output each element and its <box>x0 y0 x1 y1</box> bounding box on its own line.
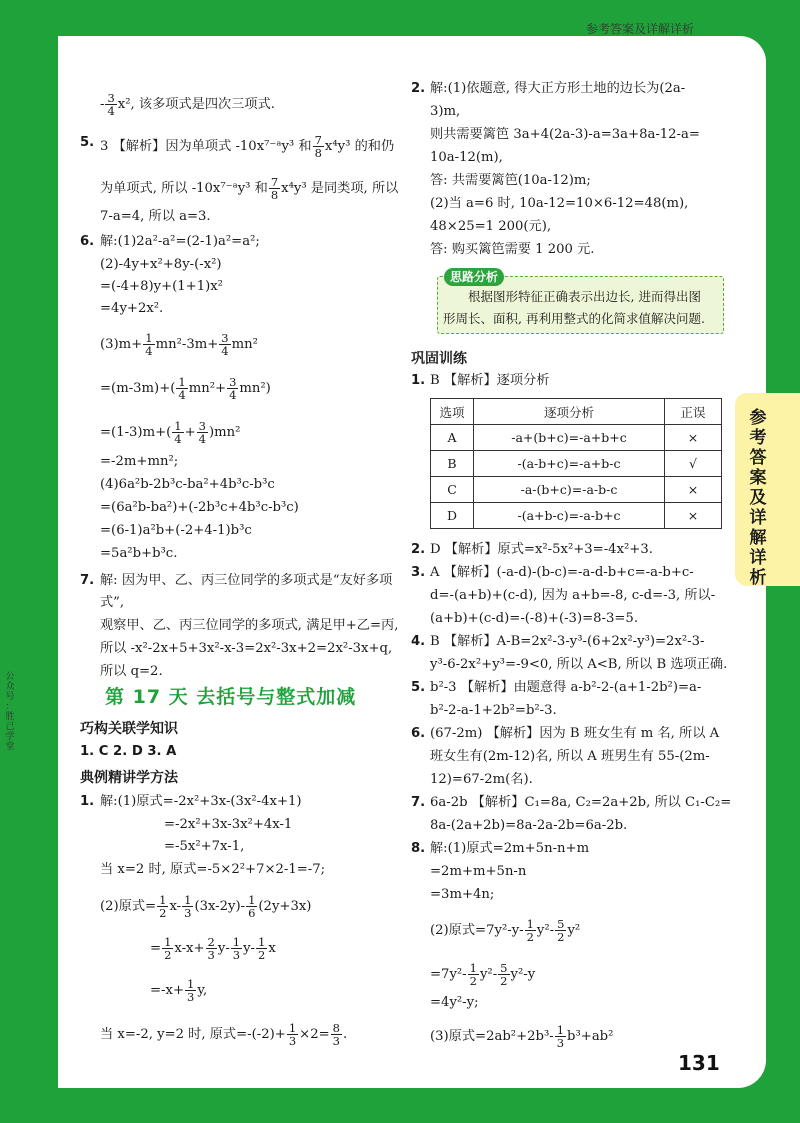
q6-line10: =(6a²b-ba²)+(-2b³c+4b³c-b³c) <box>100 500 299 515</box>
c1-line: B 【解析】逐项分析 <box>430 373 550 388</box>
table-cell: × <box>665 503 722 529</box>
side-tab-label: 参 考 答 案 及 详 解 详 析 <box>749 408 767 588</box>
q7-line3: 观察甲、乙、丙三位同学的多项式, 满足甲+乙=丙, <box>100 618 399 633</box>
q5-line1: 3 【解析】因为单项式 -10x⁷⁻ᵃy³ 和 $\frac{7}{8}$ x⁴y³ 的和仍 <box>100 133 395 160</box>
q2-line6: (2)当 a=6 时, 10a-12=10×6-12=48(m), <box>430 196 689 211</box>
c5-line1: b²-3 【解析】由题意得 a-b²-2-(a+1-2b²)=a- <box>430 680 702 695</box>
c8-line1: 解:(1)原式=2m+5n-n+m <box>430 841 590 856</box>
c8-line2: =2m+m+5n-n <box>430 864 527 879</box>
c5-line2: b²-2-a-1+2b²=b²-3. <box>430 703 557 718</box>
analysis-table <box>430 398 722 529</box>
running-header: 参考答案及详解详析 <box>586 22 695 36</box>
section-answers: 1. C 2. D 3. A <box>80 744 177 759</box>
line-0: - $\frac{3}{4}$ x², 该多项式是四次三项式. <box>100 91 275 118</box>
q6-line4: =4y+2x². <box>100 301 164 316</box>
q7-line2: 式”, <box>100 595 125 610</box>
e1-line1: 解:(1)原式=-2x²+3x-(3x²-4x+1) <box>100 794 302 809</box>
q6-number: 6. <box>80 234 95 249</box>
c6-line2: 班女生有(2m-12)名, 所以 A 班男生有 55-(2m- <box>430 749 710 764</box>
q6-line12: =5a²b+b³c. <box>100 546 178 561</box>
q6-line5: (3)m+ $\frac{1}{4}$ mn²-3m+ $\frac{3}{4}$ mn² <box>100 331 258 358</box>
e1-line8: 当 x=-2, y=2 时, 原式=-(-2)+ $\frac{1}{3}$ ×2= $\frac{8}{3}$ . <box>100 1021 348 1048</box>
section-heading: 巩固训练 <box>411 351 467 367</box>
e1-line7: =-x+ $\frac{1}{3}$ y, <box>150 977 208 1004</box>
c7-line1: 6a-2b 【解析】C₁=8a, C₂=2a+2b, 所以 C₁-C₂= <box>430 795 732 810</box>
c3-number: 3. <box>411 565 426 580</box>
table-cell: × <box>665 477 722 503</box>
q2-line4: 10a-12(m), <box>430 150 503 165</box>
c6-line3: 12)=67-2m(名). <box>430 772 533 787</box>
table-cell: C <box>431 477 474 503</box>
table-header: 选项 <box>431 399 474 425</box>
c8-line4: (2)原式=7y²-y- $\frac{1}{2}$ y²- $\frac{5}{2}$ y² <box>430 917 581 944</box>
c7-line2: 8a-(2a+2b)=8a-2a-2b=6a-2b. <box>430 818 628 833</box>
c4-number: 4. <box>411 634 426 649</box>
e1-line2: =-2x²+3x-3x²+4x-1 <box>164 817 293 832</box>
c8-line6: =4y²-y; <box>430 995 479 1010</box>
tip-label: 思路分析 <box>444 268 504 286</box>
table-cell: B <box>431 451 474 477</box>
e1-line4: 当 x=2 时, 原式=-5×2²+7×2-1=-7; <box>100 862 326 877</box>
table-header-row <box>431 399 722 425</box>
q6-line8: =-2m+mn²; <box>100 454 179 469</box>
q5-line2: 为单项式, 所以 -10x⁷⁻ᵃy³ 和 $\frac{7}{8}$ x⁴y³ 是同类项, 所以 <box>100 175 399 202</box>
c8-line3: =3m+4n; <box>430 887 495 902</box>
table-cell: √ <box>665 451 722 477</box>
c3-line2: d=-(a+b)+(c-d), 因为 a+b=-8, c-d=-3, 所以- <box>430 588 716 603</box>
q6-line9: (4)6a²b-2b³c-ba²+4b³c-b³c <box>100 477 275 492</box>
q6-line11: =(6-1)a²b+(-2+4-1)b³c <box>100 523 252 538</box>
c3-line3: (a+b)+(c-d)=-(-8)+(-3)=8-3=5. <box>430 611 639 626</box>
table-row <box>431 477 722 503</box>
table-cell: -a+(b+c)=-a+b+c <box>474 425 665 451</box>
table-row <box>431 425 722 451</box>
q2-line5: 答: 共需要篱笆(10a-12)m; <box>430 173 591 188</box>
c4-line2: y³-6-2x²+y³=-9<0, 所以 A<B, 所以 B 选项正确. <box>430 657 728 672</box>
q2-line3: 则共需要篱笆 3a+4(2a-3)-a=3a+8a-12-a= <box>430 127 700 142</box>
c8-number: 8. <box>411 841 426 856</box>
c8-line7: (3)原式=2ab²+2b³- $\frac{1}{3}$ b³+ab² <box>430 1023 614 1050</box>
q5-line3: 7-a=4, 所以 a=3. <box>100 209 211 224</box>
q6-line2: (2)-4y+x²+8y-(-x²) <box>100 257 222 272</box>
q6-line7: =(1-3)m+( $\frac{1}{4}$ + $\frac{3}{4}$ )mn² <box>100 419 241 446</box>
e1-line3: =-5x²+7x-1, <box>164 839 245 854</box>
q2-line8: 答: 购买篱笆需要 1 200 元. <box>430 242 595 257</box>
c2-number: 2. <box>411 542 426 557</box>
c2-line: D 【解析】原式=x²-5x²+3=-4x²+3. <box>430 542 653 557</box>
fraction: $\frac{3}{4}$ <box>107 91 115 118</box>
c1-number: 1. <box>411 373 426 388</box>
table-row <box>431 451 722 477</box>
e1-line5: (2)原式= $\frac{1}{2}$ x- $\frac{1}{3}$ (3x-2y)- $\frac{1}{6}$ (2y+3x) <box>100 893 312 920</box>
page-number: 131 <box>678 1051 720 1075</box>
q6-line3: =(-4+8)y+(1+1)x² <box>100 279 223 294</box>
table-cell: -a-(b+c)=-a-b-c <box>474 477 665 503</box>
q5-number: 5. <box>80 135 95 150</box>
c7-number: 7. <box>411 795 426 810</box>
left-edge-watermark: 公 众 号 ： 胜 己 学 堂 <box>5 672 15 752</box>
q7-line1: 解: 因为甲、乙、丙三位同学的多项式是“友好多项 <box>100 573 393 588</box>
table-row <box>431 503 722 529</box>
day-title: 第 17 天 去括号与整式加减 <box>105 686 357 708</box>
c6-number: 6. <box>411 726 426 741</box>
table-cell: -(a+b-c)=-a-b+c <box>474 503 665 529</box>
c3-line1: A 【解析】(-a-d)-(b-c)=-a-d-b+c=-a-b+c- <box>430 565 694 580</box>
c4-line1: B 【解析】A-B=2x²-3-y³-(6+2x²-y³)=2x²-3- <box>430 634 705 649</box>
e1-number: 1. <box>80 794 95 809</box>
c5-number: 5. <box>411 680 426 695</box>
q7-line5: 所以 q=2. <box>100 664 163 679</box>
q2-number: 2. <box>411 81 426 96</box>
table-cell: -(a-b+c)=-a+b-c <box>474 451 665 477</box>
q6-line6: =(m-3m)+( $\frac{1}{4}$ mn²+ $\frac{3}{4}$ mn²) <box>100 375 271 402</box>
q2-line1: 解:(1)依题意, 得大正方形土地的边长为(2a- <box>430 81 686 96</box>
table-cell: D <box>431 503 474 529</box>
q6-line1: 解:(1)2a²-a²=(2-1)a²=a²; <box>100 234 260 249</box>
q7-line4: 所以 -x²-2x+5+3x²-x-3=2x²-3x+2=2x²-3x+q, <box>100 641 393 656</box>
q2-line7: 48×25=1 200(元), <box>430 219 552 234</box>
c8-line5: =7y²- $\frac{1}{2}$ y²- $\frac{5}{2}$ y²-y <box>430 961 536 988</box>
section-heading: 巧构关联学知识 <box>80 721 178 737</box>
e1-line6: = $\frac{1}{2}$ x-x+ $\frac{2}{3}$ y- $\frac{1}{3}$ y- $\frac{1}{2}$ x <box>150 935 276 962</box>
c6-line1: (67-2m) 【解析】因为 B 班女生有 m 名, 所以 A <box>430 726 720 741</box>
table-cell: × <box>665 425 722 451</box>
tip-line1: 根据图形特征正确表示出边长, 进而得出图 <box>468 289 701 304</box>
table-cell: A <box>431 425 474 451</box>
q7-number: 7. <box>80 573 95 588</box>
q2-line2: 3)m, <box>430 104 461 119</box>
tip-line2: 形周长、面积, 再利用整式的化简求值解决问题. <box>443 311 705 326</box>
table-header: 逐项分析 <box>474 399 665 425</box>
table-header: 正误 <box>665 399 722 425</box>
section-heading: 典例精讲学方法 <box>80 770 178 786</box>
